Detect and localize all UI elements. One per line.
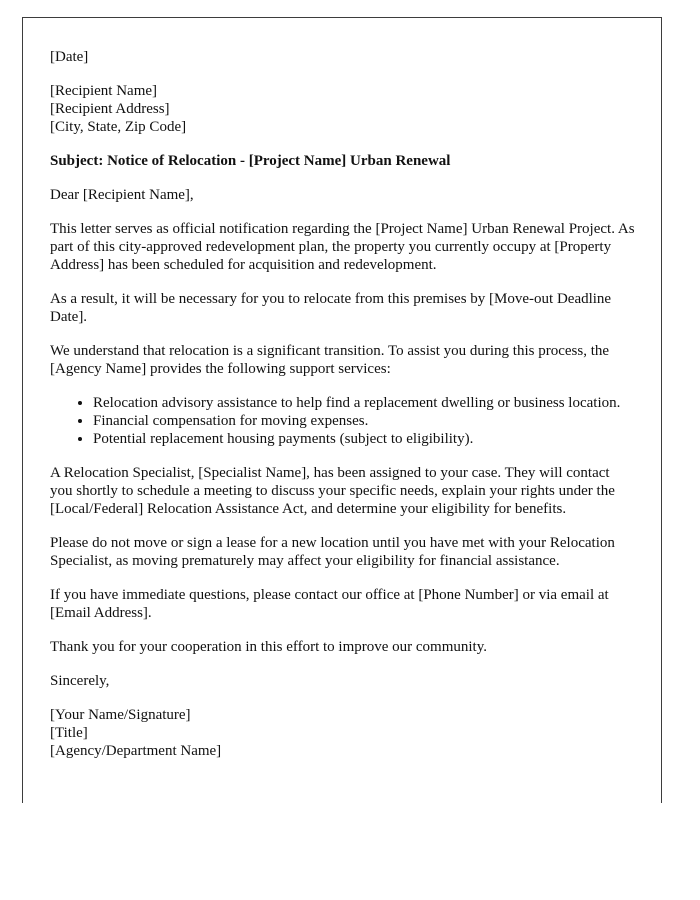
signature-agency-line: [Agency/Department Name] [50,743,222,759]
signature-block [50,706,635,760]
body-paragraph-specialist: A Relocation Specialist, [Specialist Name], has been assigned to your case. They will contact you shortly to schedule a meeting to discuss your specific needs, explain your rights under the [Local/Federal] Relocation Assistance Act, and determine your eligibility for benefits. [50,465,615,517]
recipient-city-state-zip-line: [City, State, Zip Code] [50,119,187,135]
list-item: • Relocation advisory assistance to help find a replacement dwelling or business location. [93,394,635,412]
body-paragraph-moveout-deadline: As a result, it will be necessary for you to relocate from this premises by [Move-out Deadline Date]. [50,291,612,325]
body-paragraph-contact: If you have immediate questions, please contact our office at [Phone Number] or via email at [Email Address]. [50,587,609,621]
signature-title-line: [Title] [50,725,88,741]
body-paragraph-support-intro: We understand that relocation is a significant transition. To assist you during this process, the [Agency Name] provides the following support services: [50,343,610,377]
body-paragraph-thanks: Thank you for your cooperation in this effort to improve our community. [50,639,487,655]
recipient-address-line: [Recipient Address] [50,101,170,117]
body-paragraph-do-not-move: Please do not move or sign a lease for a new location until you have met with your Relocation Specialist, as moving prematurely may affect your eligibility for financial assistance. [50,535,615,569]
body-paragraph-notification: This letter serves as official notification regarding the [Project Name] Urban Renewal Project. As part of this city-approved redevelopment plan, the property you currently occupy at [Property Address] has been scheduled for acquisition and redevelopment. [50,221,635,273]
date-placeholder: [Date] [50,49,89,65]
recipient-block [50,82,635,136]
list-item: • Potential replacement housing payments (subject to eligibility). [93,430,635,448]
list-item: • Financial compensation for moving expenses. [93,412,635,430]
signature-name-line: [Your Name/Signature] [50,707,191,723]
subject-line: Subject: Notice of Relocation - [Project Name] Urban Renewal [50,153,451,169]
recipient-name-line: [Recipient Name] [50,83,158,99]
salutation: Dear [Recipient Name], [50,187,194,203]
letter-page [22,17,662,803]
closing: Sincerely, [50,673,110,689]
support-services-list [50,394,635,448]
